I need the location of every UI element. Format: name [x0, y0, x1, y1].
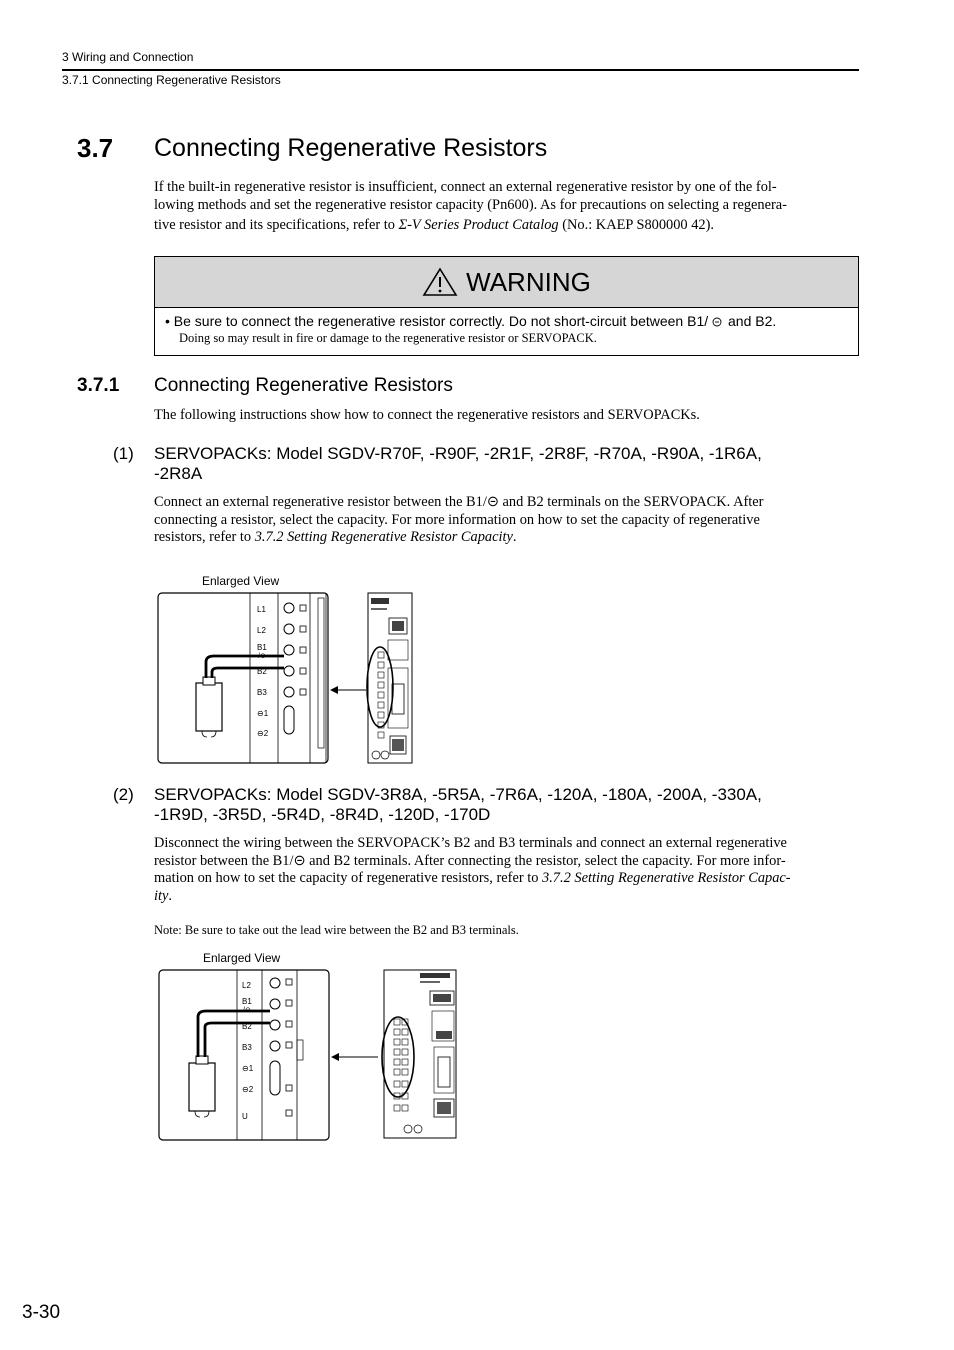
terminal-label: ⊖1: [257, 709, 269, 718]
figure1-caption: Enlarged View: [202, 574, 280, 588]
terminal-label: B2: [257, 667, 267, 676]
regenerative-resistor: [189, 1063, 215, 1111]
item1-body-line: [154, 529, 860, 547]
terminal-label: B3: [242, 1043, 252, 1052]
warning-box: [154, 256, 859, 356]
warning-content: [155, 308, 858, 346]
warning-triangle-icon: [422, 267, 458, 297]
capacity-reference: ity: [154, 887, 169, 904]
terminal-label: B2: [242, 1022, 252, 1031]
warning-bullet-text: • Be sure to connect the regenerative resistor correctly. Do not short-circuit between B1/: [165, 313, 709, 329]
servopack-unit: [382, 970, 456, 1138]
running-header-section: 3.7.1 Connecting Regenerative Resistors: [62, 73, 281, 87]
figure2-wiring-diagram: [152, 965, 462, 1145]
terminal-label: B1: [257, 643, 267, 652]
item2-body-text: mation on how to set the capacity of regenerative resistors, refer to: [154, 870, 543, 886]
terminal-sublabel: /⊖: [243, 1007, 251, 1014]
item2-body-text: .: [168, 887, 172, 904]
intro-line: If the built-in regenerative resistor is insufficient, connect an external regenerative resistor by one of the fol-: [154, 179, 777, 195]
item1-number: (1): [113, 444, 134, 463]
item1-body-text: resistors, refer to: [154, 529, 255, 545]
item1-title-line: -2R8A: [154, 464, 203, 483]
terminal-label: B1: [242, 997, 252, 1006]
intro-text: (No.: KAEP S800000 42).: [558, 217, 714, 233]
item1-title: [154, 444, 860, 484]
regenerative-resistor: [196, 683, 222, 731]
page-number: 3-30: [22, 1302, 61, 1323]
item2-body-line: [154, 870, 860, 888]
running-header-chapter: 3 Wiring and Connection: [62, 50, 194, 64]
figure2-caption: Enlarged View: [203, 951, 281, 965]
item2-title: [154, 785, 860, 825]
terminal-label: ⊖2: [242, 1085, 254, 1094]
warning-bullet-text: and B2.: [724, 313, 777, 329]
circle-minus-icon: [712, 317, 722, 327]
section-title: Connecting Regenerative Resistors: [154, 134, 548, 162]
warning-bullet: [165, 313, 858, 329]
item2-title-line: SERVOPACKs: Model SGDV-3R8A, -5R5A, -7R6A, -120A, -180A, -200A, -330A,: [154, 785, 762, 804]
item1-body-text: .: [512, 529, 517, 545]
subsection-title: Connecting Regenerative Resistors: [154, 375, 453, 396]
item2-body: [154, 835, 860, 905]
terminal-sublabel: /⊖: [258, 653, 266, 660]
enlarged-view-frame: [158, 593, 328, 763]
servopack-unit: [367, 593, 412, 763]
item2-number: (2): [113, 785, 134, 804]
capacity-reference: 3.7.2 Setting Regenerative Resistor Capacity: [254, 529, 513, 545]
item2-note: Note: Be sure to take out the lead wire between the B2 and B3 terminals.: [154, 923, 519, 937]
intro-line: lowing methods and set the regenerative resistor capacity (Pn600). As for precautions on selecting a regenera-: [154, 196, 787, 213]
warning-subtext: Doing so may result in fire or damage to the regenerative resistor or SERVOPACK.: [179, 331, 597, 345]
item1-body-line: connecting a resistor, select the capacity. For more information on how to set the capacity of regenerative: [154, 511, 760, 528]
header-rule: [62, 69, 859, 71]
item1-body-line: Connect an external regenerative resistor between the B1/⊝ and B2 terminals on the SERVOPACK. After: [154, 494, 764, 510]
terminal-label: L1: [257, 605, 266, 614]
item2-body-line: resistor between the B1/⊝ and B2 terminals. After connecting the resistor, select the capacity. For more infor-: [154, 852, 786, 869]
capacity-reference: 3.7.2 Setting Regenerative Resistor Capac-: [542, 870, 791, 886]
terminal-label: B3: [257, 688, 267, 697]
catalog-reference: Σ-V Series Product Catalog: [398, 217, 559, 233]
terminal-label: U: [242, 1112, 248, 1121]
terminal-label: L2: [257, 626, 266, 635]
terminal-label: L2: [242, 981, 251, 990]
warning-title: WARNING: [466, 266, 591, 297]
item2-body-line: Disconnect the wiring between the SERVOPACK’s B2 and B3 terminals and connect an external regenerative: [154, 835, 787, 851]
item2-title-line: -1R9D, -3R5D, -5R4D, -8R4D, -120D, -170D: [154, 805, 491, 824]
terminal-label: ⊖1: [242, 1064, 254, 1073]
intro-line: [154, 217, 860, 235]
subsection-intro: The following instructions show how to connect the regenerative resistors and SERVOPACKs.: [154, 407, 700, 423]
item1-title-line: SERVOPACKs: Model SGDV-R70F, -R90F, -2R1F, -2R8F, -R70A, -R90A, -1R6A,: [154, 444, 762, 463]
section-number: 3.7: [77, 133, 114, 163]
item2-body-line: [154, 888, 860, 906]
intro-text: tive resistor and its specifications, refer to: [154, 217, 399, 233]
figure1-wiring-diagram: [150, 588, 420, 768]
section-intro: [154, 179, 860, 235]
subsection-number: 3.7.1: [77, 375, 120, 396]
item1-body: [154, 494, 860, 547]
terminal-label: ⊖2: [257, 729, 269, 738]
warning-header: [155, 257, 858, 308]
